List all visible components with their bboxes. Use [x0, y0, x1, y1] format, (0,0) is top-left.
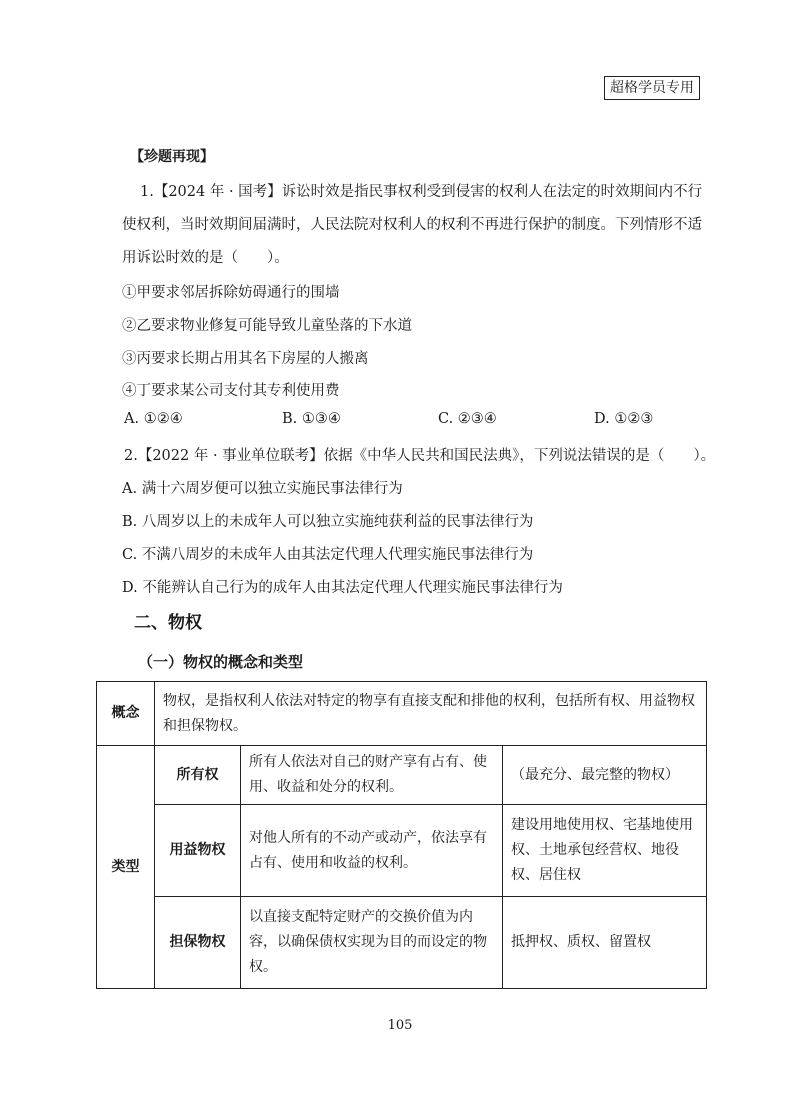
question-1-item: ③丙要求长期占用其名下房屋的人搬离: [122, 351, 369, 367]
heading-property-rights: 二、物权: [134, 613, 202, 633]
table-row: [97, 682, 707, 746]
question-1-item: ②乙要求物业修复可能导致儿童坠落的下水道: [122, 318, 412, 334]
property-rights-table: [96, 681, 707, 989]
section-title: 【珍题再现】: [130, 149, 214, 165]
question-1-option: B. ①③④: [282, 411, 341, 427]
type-description: 对他人所有的不动产或动产，依法享有占有、使用和收益的权利。: [241, 805, 503, 897]
type-note: 建设用地使用权、宅基地使用权、土地承包经营权、地役权、居住权: [503, 805, 707, 897]
type-note: 抵押权、质权、留置权: [503, 897, 707, 989]
question-2-stem: 2.【2022 年 · 事业单位联考】依据《中华人民共和国民法典》，下列说法错误的是（ ）。: [124, 448, 716, 464]
question-1-option: A. ①②④: [124, 411, 183, 427]
question-1-option: D. ①②③: [594, 411, 654, 427]
type-name: 担保物权: [155, 897, 241, 989]
concept-label: 概念: [97, 682, 155, 746]
subheading-concept-and-types: （一）物权的概念和类型: [138, 653, 304, 671]
type-description: 以直接支配特定财产的交换价值为内容，以确保债权实现为目的而设定的物权。: [241, 897, 503, 989]
type-name: 用益物权: [155, 805, 241, 897]
type-name: 所有权: [155, 746, 241, 805]
question-2-option: C. 不满八周岁的未成年人由其法定代理人代理实施民事法律行为: [122, 547, 534, 563]
question-2-option: A. 满十六周岁便可以独立实施民事法律行为: [122, 481, 403, 497]
table-row: [97, 805, 707, 897]
type-description: 所有人依法对自己的财产享有占有、使用、收益和处分的权利。: [241, 746, 503, 805]
question-1-item: ①甲要求邻居拆除妨碍通行的围墙: [122, 285, 340, 301]
question-2-option: B. 八周岁以上的未成年人可以独立实施纯获利益的民事法律行为: [122, 514, 534, 530]
question-1-item: ④丁要求某公司支付其专利使用费: [122, 383, 340, 399]
table-row: [97, 746, 707, 805]
table-row: [97, 897, 707, 989]
type-note: （最充分、最完整的物权）: [503, 746, 707, 805]
type-label: 类型: [97, 746, 155, 989]
question-1-stem: 1.【2024 年 · 国考】诉讼时效是指民事权利受到侵害的权利人在法定的时效期间内不行使权利，当时效期间届满时，人民法院对权利人的权利不再进行保护的制度。下列情形不适用诉讼时效的是（ ）。: [122, 184, 703, 266]
question-2-option: D. 不能辨认自己行为的成年人由其法定代理人代理实施民事法律行为: [122, 580, 563, 596]
page-number: 105: [387, 1018, 413, 1033]
question-1-option: C. ②③④: [438, 411, 497, 427]
concept-text: 物权，是指权利人依法对特定的物享有直接支配和排他的权利，包括所有权、用益物权和担保物权。: [155, 682, 707, 746]
student-only-badge: 超格学员专用: [604, 76, 700, 100]
